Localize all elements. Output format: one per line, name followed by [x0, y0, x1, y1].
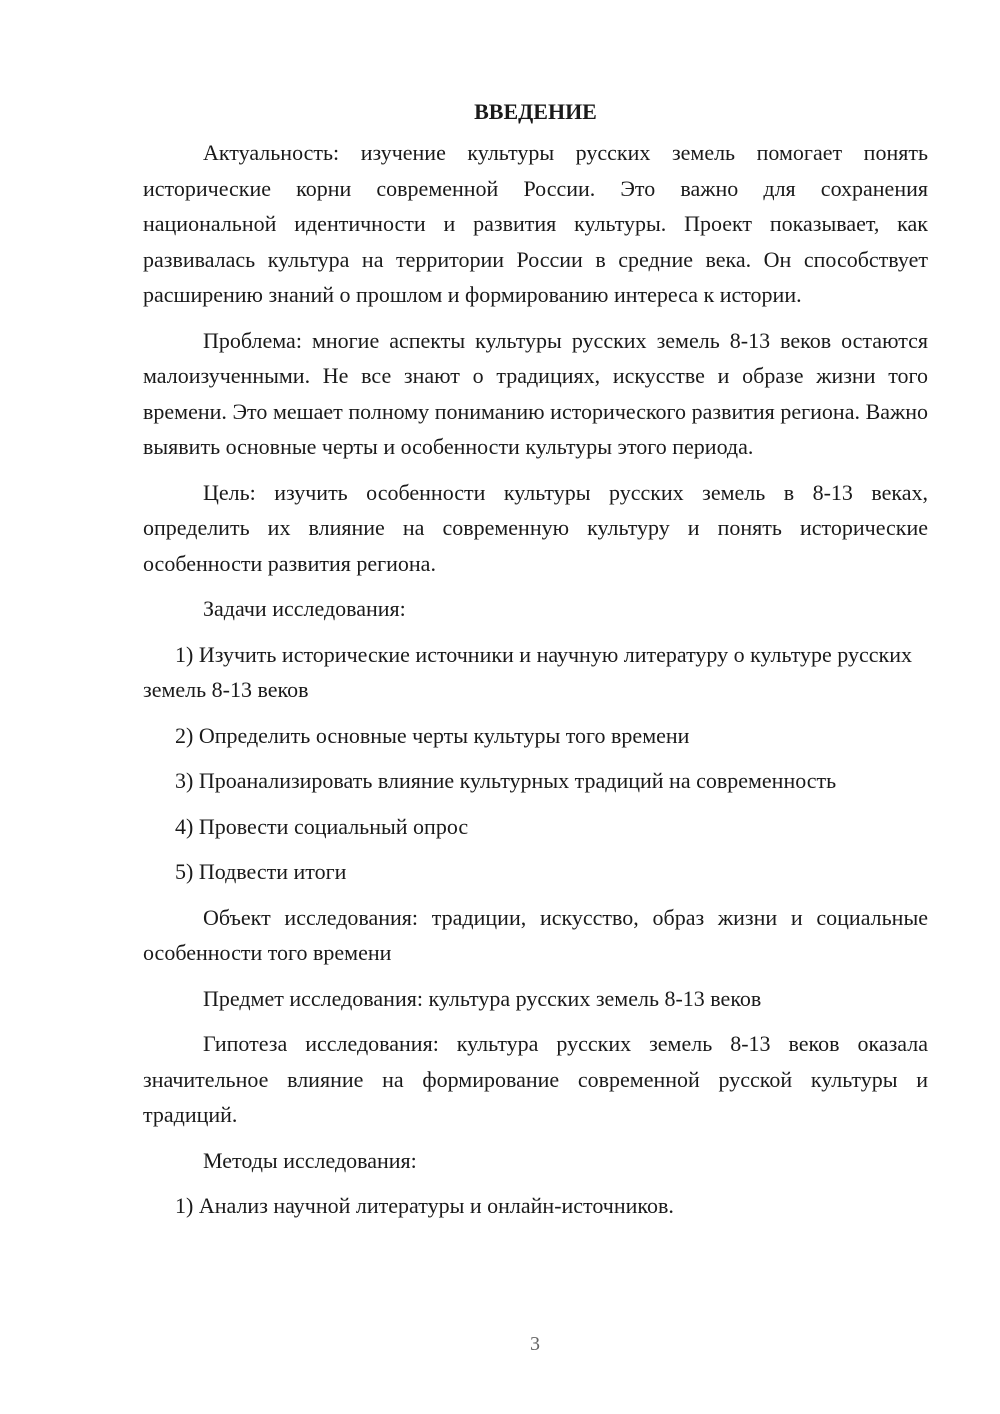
- paragraph-object: Объект исследования: традиции, искусство, образ жизни и социальные особенности того времени: [143, 904, 928, 965]
- paragraph-subject: Предмет исследования: культура русских земель 8-13 веков: [203, 985, 762, 1011]
- methods-heading: Методы исследования:: [203, 1147, 417, 1173]
- paragraph-hypothesis: Гипотеза исследования: культура русских земель 8-13 веков оказала значительное влияние на формирование современной русской культуры и традиций.: [143, 1031, 928, 1127]
- paragraph-goal: Цель: изучить особенности культуры русских земель в 8-13 веках, определить их влияние на современную культуру и понять исторические особенности развития региона.: [143, 479, 928, 576]
- paragraph-problem: Проблема: многие аспекты культуры русских земель 8-13 веков остаются малоизученными. Не все знают о традициях, искусстве и образе жизни того времени. Это мешает полному пониманию исторического развития региона. Важно выявить основные черты и особенности культуры этого периода.: [143, 327, 928, 459]
- task-item: 4) Провести социальный опрос: [175, 813, 469, 839]
- paragraph-relevance: Актуальность: изучение культуры русских земель помогает понять исторические корни современной России. Это важно для сохранения национальной идентичности и развития культуры. Проект показывает, как развивалась культура на территории России в средние века. Он способствует расширению знаний о прошлом и формированию интереса к истории.: [143, 140, 928, 307]
- document-page: [143, 94, 928, 1234]
- task-item: 2) Определить основные черты культуры того времени: [175, 722, 690, 748]
- page-title: ВВЕДЕНИЕ: [474, 99, 597, 124]
- task-item: 3) Проанализировать влияние культурных традиций на современность: [175, 768, 837, 793]
- task-item: 1) Изучить исторические источники и научную литературу о культуре русских земель 8-13 веков: [143, 641, 912, 702]
- page-number: 3: [530, 1333, 540, 1355]
- task-item: 5) Подвести итоги: [175, 859, 347, 884]
- tasks-heading: Задачи исследования:: [203, 596, 406, 621]
- method-item: 1) Анализ научной литературы и онлайн-источников.: [175, 1193, 674, 1218]
